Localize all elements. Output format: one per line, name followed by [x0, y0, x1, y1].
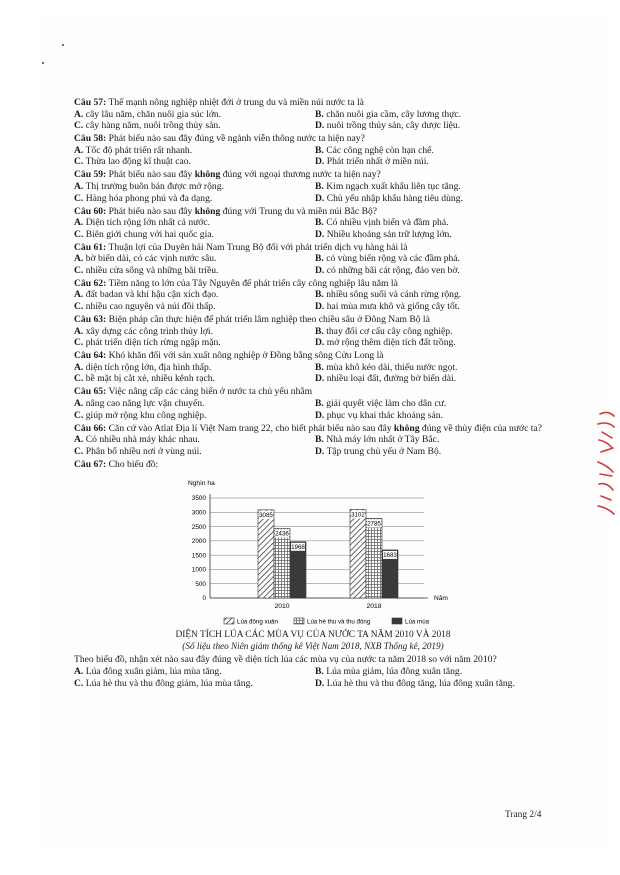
answer-option[interactable]: A. cây lâu năm, chăn nuôi gia súc lớn.: [74, 108, 222, 120]
answer-option[interactable]: A. Tốc độ phát triển rất nhanh.: [74, 144, 193, 156]
x-axis-label: Năm: [434, 595, 448, 603]
answer-option[interactable]: A. đất badan và khí hậu cận xích đạo.: [74, 289, 219, 301]
question-stem: Câu 67: Cho biểu đồ:: [74, 458, 159, 470]
answer-option[interactable]: B. Có nhiều vịnh biển và đầm phá.: [315, 217, 449, 229]
chart-title: DIỆN TÍCH LÚA CÁC MÙA VỤ CỦA NƯỚC TA NĂM 2010 VÀ 2018: [175, 630, 451, 641]
legend-swatch: [294, 618, 304, 624]
answer-option[interactable]: B. giải quyết việc làm cho dân cư.: [315, 397, 447, 409]
answer-option[interactable]: A. Lúa đông xuân giảm, lúa mùa tăng.: [74, 665, 222, 677]
y-tick-label: 3000: [191, 509, 206, 517]
bar: [350, 510, 366, 599]
question-stem: Theo biểu đồ, nhận xét nào sau đây đúng về diện tích lúa các mùa vụ của nước ta năm 2018 so với năm 2010?: [74, 654, 497, 666]
answer-option[interactable]: C. Biên giới chung với hai quốc gia.: [74, 228, 214, 240]
legend-swatch: [392, 618, 402, 624]
answer-options: [74, 253, 552, 276]
exam-content: [74, 97, 552, 689]
legend-swatch: [224, 618, 234, 624]
answer-option[interactable]: B. mùa khô kéo dài, thiếu nước ngọt.: [315, 361, 458, 373]
y-tick-label: 2500: [191, 524, 206, 532]
question-block: [74, 278, 552, 313]
question-block: [74, 350, 552, 385]
answer-option[interactable]: B. Kim ngạch xuất khẩu liên tục tăng.: [315, 180, 461, 192]
answer-option[interactable]: A. Thị trường buôn bán được mở rộng.: [74, 180, 224, 192]
y-tick-label: 3500: [191, 495, 206, 503]
x-tick-label: 2010: [274, 603, 290, 611]
answer-option[interactable]: D. phục vụ khai thác khoáng sản.: [315, 409, 443, 421]
answer-option[interactable]: D. Chủ yếu nhập khẩu hàng tiêu dùng.: [315, 192, 463, 204]
red-stamp: [594, 410, 618, 520]
answer-option[interactable]: C. bề mặt bị cắt xẻ, nhiều kênh rạch.: [74, 373, 215, 385]
bar: [274, 529, 290, 599]
answer-option[interactable]: A. bờ biển dài, có các vịnh nước sâu.: [74, 253, 217, 265]
answer-option[interactable]: D. Phát triển nhất ở miền núi.: [315, 156, 429, 168]
y-tick-label: 500: [195, 581, 206, 589]
answer-option[interactable]: D. mở rộng thêm diện tích đất trồng.: [315, 337, 456, 349]
x-tick-label: 2018: [366, 603, 382, 611]
bar: [258, 510, 274, 598]
question-block: [74, 97, 552, 132]
answer-options: [74, 181, 552, 204]
data-label: 1968: [291, 544, 305, 552]
legend-label: Lúa mùa: [405, 618, 430, 626]
question-stem: Câu 58: Phát biểu nào sau đây đúng về ngành viễn thông nước ta hiện nay?: [74, 133, 365, 145]
legend-label: Lúa hè thu và thu đông: [307, 618, 371, 626]
answer-option[interactable]: D. Nhiều khoáng sản trữ lượng lớn.: [315, 228, 452, 240]
bar-chart: [74, 470, 552, 630]
question-stem: Câu 62: Tiềm năng to lớn của Tây Nguyên để phát triển cây công nghiệp lâu năm là: [74, 277, 398, 289]
answer-option[interactable]: B. có vùng biển rộng và các đầm phá.: [315, 253, 460, 265]
answer-option[interactable]: A. Có nhiều nhà máy khác nhau.: [74, 434, 200, 446]
answer-option[interactable]: D. Lúa hè thu và thu đông tăng, lúa đông xuân tăng.: [315, 677, 515, 689]
answer-options: [74, 326, 552, 349]
answer-option[interactable]: C. phát triển diện tích rừng ngập mặn.: [74, 337, 221, 349]
chart-source: (Số liệu theo Niên giám thống kê Việt Nam 2018, NXB Thống kê, 2019): [182, 641, 444, 652]
answer-option[interactable]: C. giúp mở rộng khu công nghiệp.: [74, 409, 207, 421]
question-block: [74, 169, 552, 204]
question-block: [74, 459, 552, 689]
y-tick-label: 1000: [191, 566, 206, 574]
legend-label: Lúa đông xuân: [237, 618, 278, 626]
answer-option[interactable]: C. Lúa hè thu và thu đông giảm, lúa mùa tăng.: [74, 677, 253, 689]
answer-option[interactable]: D. hai mùa mưa khô và giống cây tốt.: [315, 301, 460, 313]
data-label: 2785: [367, 521, 381, 529]
answer-option[interactable]: B. thay đổi cơ cấu cây công nghiệp.: [315, 325, 453, 337]
answer-option[interactable]: A. xây dựng các công trình thủy lợi.: [74, 325, 213, 337]
answer-option[interactable]: B. chăn nuôi gia cầm, cây lương thực.: [315, 108, 462, 120]
question-block: [74, 133, 552, 168]
answer-option[interactable]: C. Thừa lao động kĩ thuật cao.: [74, 156, 191, 168]
answer-option[interactable]: C. nhiều cao nguyên và núi đồi thấp.: [74, 301, 216, 313]
question-stem: Câu 61: Thuận lợi của Duyên hải Nam Trung Bộ đối với phát triển dịch vụ hàng hải là: [74, 241, 408, 253]
question-block: [74, 386, 552, 421]
answer-options: [74, 398, 552, 421]
answer-option[interactable]: D. Tập trung chủ yếu ở Nam Bộ.: [315, 445, 442, 457]
answer-option[interactable]: D. có những bãi cát rộng, đảo ven bờ.: [315, 264, 460, 276]
question-stem: Câu 64: Khó khăn đối với sản xuất nông nghiệp ở Đồng bằng sông Cửu Long là: [74, 350, 384, 362]
answer-option[interactable]: B. nhiều sông suối và cánh rừng rộng.: [315, 289, 462, 301]
answer-option[interactable]: C. nhiều cửa sông và những bãi triều.: [74, 264, 219, 276]
y-tick-label: 1500: [191, 552, 206, 560]
bar: [366, 519, 382, 599]
page-number: Trang 2/4: [505, 810, 542, 820]
scan-speck: [62, 44, 64, 46]
question-block: [74, 242, 552, 277]
question-stem: Câu 66: Căn cứ vào Atlat Địa lí Việt Nam trang 22, cho biết phát biểu nào sau đây không đúng về thủy điện của nước ta?: [74, 422, 542, 434]
answer-options: [74, 145, 552, 168]
question-stem: Câu 60: Phát biểu nào sau đây không đúng với Trung du và miền núi Bắc Bộ?: [74, 205, 378, 217]
question-stem: Câu 63: Biện pháp cần thực hiện để phát triển lâm nghiệp theo chiều sâu ở Đông Nam Bộ là: [74, 314, 430, 326]
answer-option[interactable]: D. nuôi trồng thủy sản, cây dược liệu.: [315, 120, 461, 132]
question-stem: Câu 65: Việc nâng cấp các cảng biển ở nước ta chủ yếu nhằm: [74, 386, 313, 398]
answer-options: [74, 666, 552, 689]
y-tick-label: 0: [202, 595, 206, 603]
data-label: 2436: [275, 531, 289, 539]
y-tick-label: 2000: [191, 538, 206, 546]
question-block: [74, 314, 552, 349]
question-block: [74, 423, 552, 458]
data-label: 3085: [259, 512, 273, 520]
answer-option[interactable]: B. Lúa mùa giảm, lúa đông xuân tăng.: [315, 665, 463, 677]
answer-option[interactable]: B. Các công nghệ còn hạn chế.: [315, 144, 434, 156]
question-block: [74, 206, 552, 241]
answer-options: [74, 434, 552, 457]
answer-option[interactable]: C. Phân bố nhiều nơi ở vùng núi.: [74, 445, 202, 457]
answer-option[interactable]: A. nâng cao năng lực vận chuyển.: [74, 397, 205, 409]
answer-options: [74, 217, 552, 240]
answer-option[interactable]: D. nhiều loại đất, đường bờ biển dài.: [315, 373, 457, 385]
answer-options: [74, 109, 552, 132]
answer-option[interactable]: C. Hàng hóa phong phú và đa dạng.: [74, 192, 213, 204]
answer-options: [74, 289, 552, 312]
chart-container: [74, 470, 552, 630]
data-label: 3102: [351, 511, 365, 519]
answer-option[interactable]: C. cây hàng năm, nuôi trồng thủy sản.: [74, 120, 221, 132]
answer-option[interactable]: A. diện tích rộng lớn, địa hình thấp.: [74, 361, 212, 373]
answer-option[interactable]: B. Nhà máy lớn nhất ở Tây Bắc.: [315, 434, 440, 446]
question-stem: Câu 59: Phát biểu nào sau đây không đúng với ngoại thương nước ta hiện nay?: [74, 169, 381, 181]
scan-speck: [42, 62, 44, 64]
answer-option[interactable]: A. Diện tích rộng lớn nhất cả nước.: [74, 217, 211, 229]
y-axis-label: Nghìn ha: [188, 480, 215, 488]
answer-options: [74, 362, 552, 385]
data-label: 1683: [383, 552, 397, 560]
question-stem: Câu 57: Thế mạnh nông nghiệp nhiệt đới ở trung du và miền núi nước ta là: [74, 97, 364, 108]
